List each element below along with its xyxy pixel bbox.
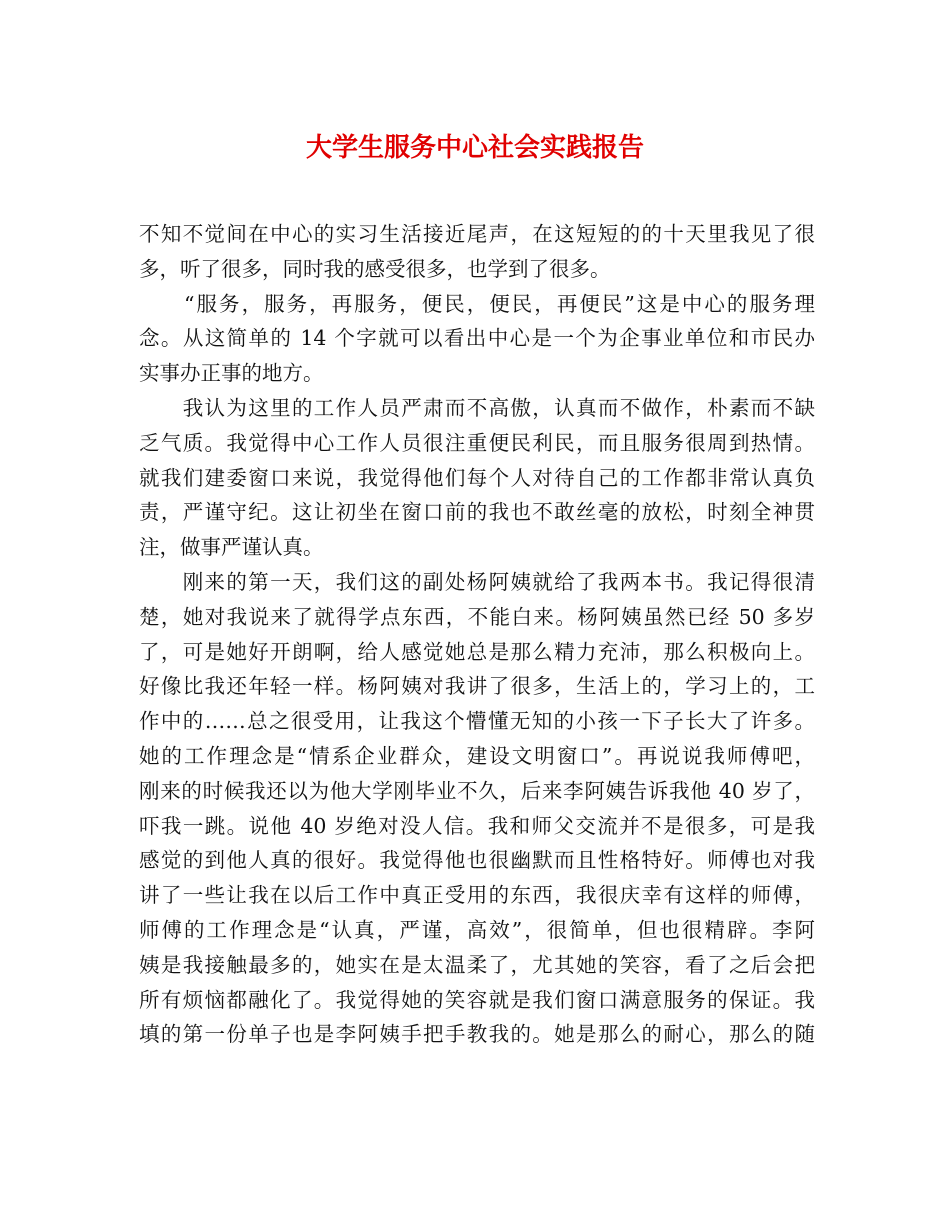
body-line: 注，做事严谨认真。	[139, 535, 324, 560]
body-line: 实事办正事的地方。	[139, 361, 324, 386]
body-line: 我认为这里的工作人员严肃而不高傲，认真而不做作，朴素而不缺	[139, 395, 815, 420]
body-line: 吓我一跳。说他 40 岁绝对没人信。我和师父交流并不是很多，可是我	[139, 813, 815, 838]
body-line: 刚来的第一天，我们这的副处杨阿姨就给了我两本书。我记得很清	[139, 569, 815, 594]
body-line: 楚，她对我说来了就得学点东西，不能白来。杨阿姨虽然已经 50 多岁	[139, 604, 815, 629]
body-line: 乏气质。我觉得中心工作人员很注重便民利民，而且服务很周到热情。	[139, 430, 815, 455]
body-line: 不知不觉间在中心的实习生活接近尾声，在这短短的的十天里我见了很	[139, 222, 815, 246]
body-line: 念。从这简单的 14 个字就可以看出中心是一个为企事业单位和市民办	[139, 326, 815, 351]
body-line: 所有烦恼都融化了。我觉得她的笑容就是我们窗口满意服务的保证。我	[139, 987, 815, 1012]
body-line: 多，听了很多，同时我的感受很多，也学到了很多。	[139, 256, 611, 281]
body-line: 姨是我接触最多的，她实在是太温柔了，尤其她的笑容，看了之后会把	[139, 952, 815, 977]
body-line: “服务，服务，再服务，便民，便民，再便民”这是中心的服务理	[139, 291, 815, 316]
body-line: 师傅的工作理念是“认真，严谨，高效”，很简单，但也很精辟。李阿	[139, 917, 815, 942]
body-line: 讲了一些让我在以后工作中真正受用的东西，我很庆幸有这样的师傅，	[139, 883, 815, 908]
document-body	[139, 217, 815, 1052]
document-title: 大学生服务中心社会实践报告	[305, 133, 644, 163]
body-line: 作中的……总之很受用，让我这个懵懂无知的小孩一下子长大了许多。	[139, 709, 815, 734]
body-line: 了，可是她好开朗啊，给人感觉她总是那么精力充沛，那么积极向上。	[139, 639, 815, 664]
body-line: 她的工作理念是“情系企业群众，建设文明窗口”。再说说我师傅吧，	[139, 743, 815, 768]
body-line: 就我们建委窗口来说，我觉得他们每个人对待自己的工作都非常认真负	[139, 465, 815, 490]
body-line: 责，严谨守纪。这让初坐在窗口前的我也不敢丝毫的放松，时刻全神贯	[139, 500, 815, 525]
body-line: 刚来的时候我还以为他大学刚毕业不久，后来李阿姨告诉我他 40 岁了，	[139, 778, 815, 803]
body-line: 感觉的到他人真的很好。我觉得他也很幽默而且性格特好。师傅也对我	[139, 848, 815, 873]
body-line: 好像比我还年轻一样。杨阿姨对我讲了很多，生活上的，学习上的，工	[139, 674, 815, 699]
body-line: 填的第一份单子也是李阿姨手把手教我的。她是那么的耐心，那么的随	[139, 1022, 815, 1047]
